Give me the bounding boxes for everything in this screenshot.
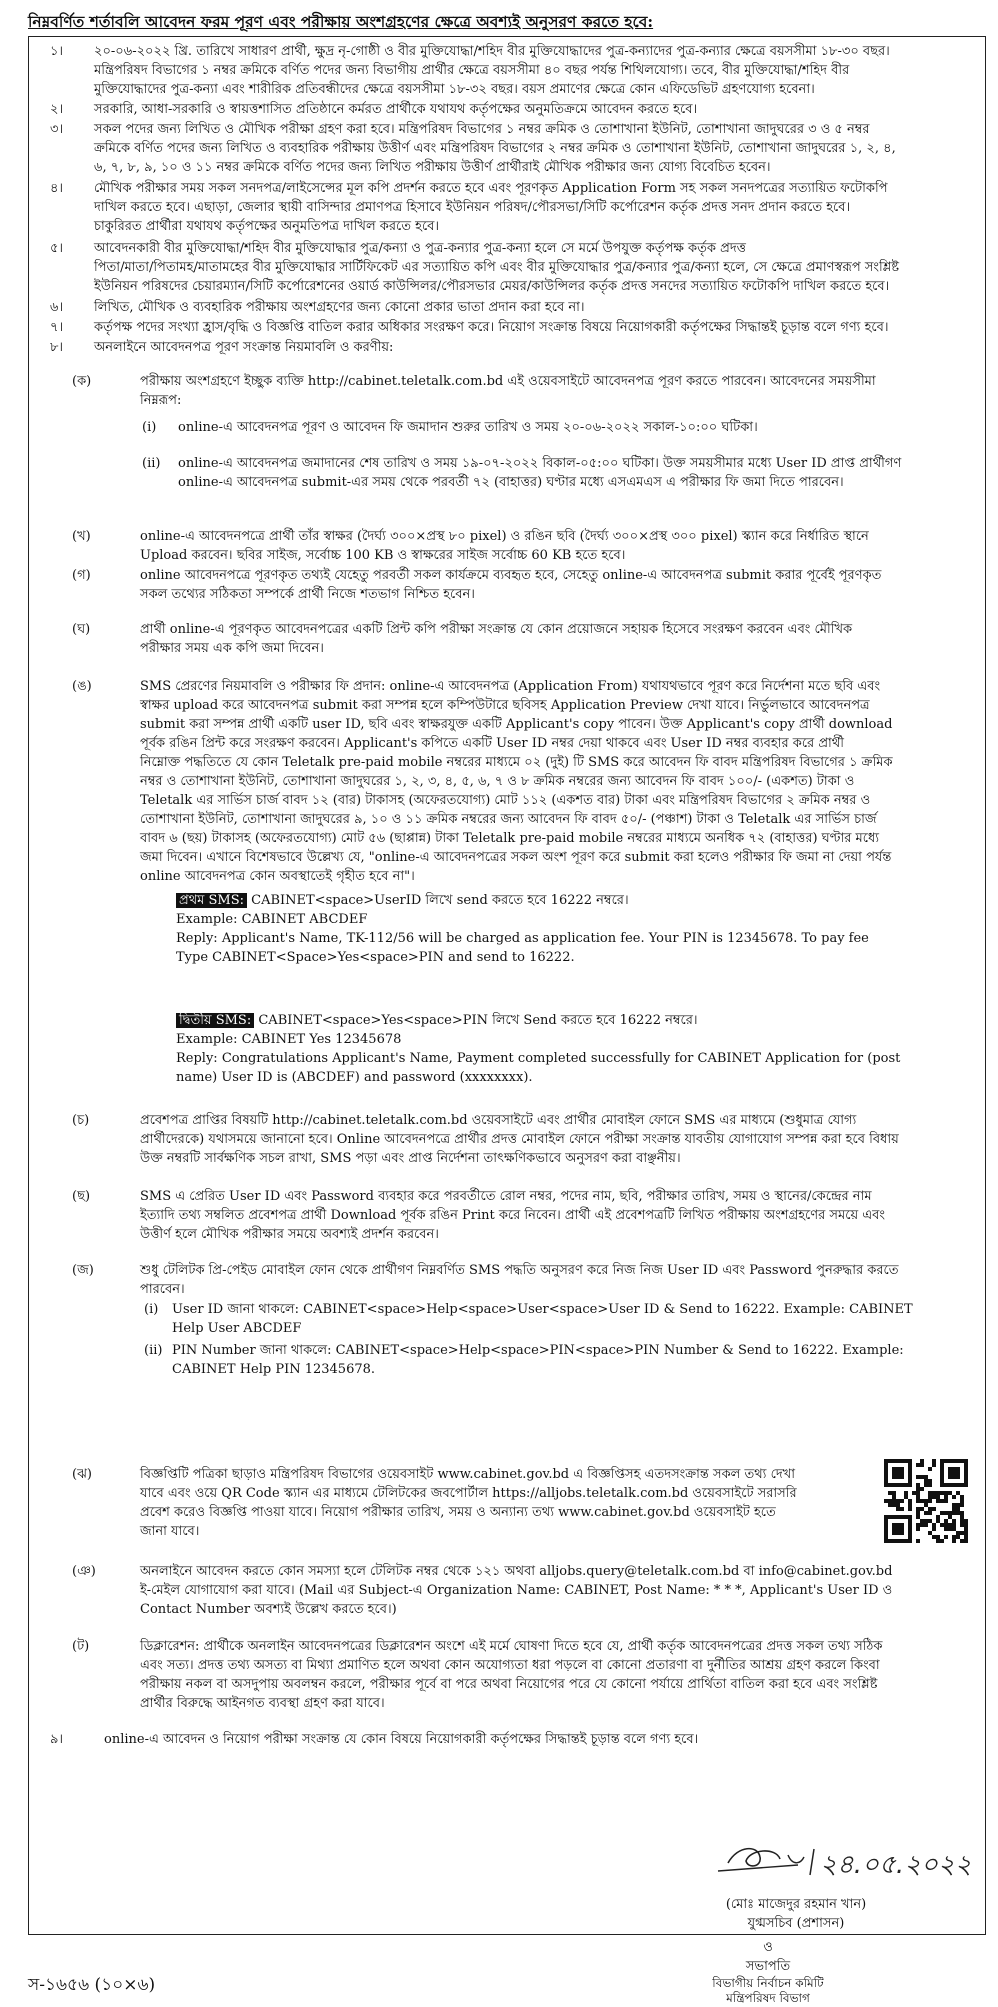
signatory-role: সভাপতি xyxy=(745,1959,791,1974)
item-3-number: ৩। xyxy=(50,122,64,137)
sub-gha-number: (ঘ) xyxy=(72,622,91,637)
sub-uma-text: SMS প্রেরণের নিয়মাবলি ও পরীক্ষার ফি প্রদান: online-এ আবেদনপত্র (Application From) যথাযথভাবে পূরণ করে নির্দেশনা মতে ছবি এবং স্বাক্ষর upload করে আবেদনপত্র submit করা সম্পন্ন হলে কম্পিউটারে ছবিসহ Application Preview দেখা যাবে। নির্ভুলভাবে আবেদনপত্র submit করা সম্পন্ন প্রার্থী একটি user ID, ছবি এবং স্বাক্ষরযুক্ত একটি Applicant's copy পাবেন। উক্ত Applicant's copy প্রার্থী download পূর্বক রঙিন প্রিন্ট করে সংরক্ষণ করবেন। Applicant's কপিতে একটি User ID নম্বর দেয়া থাকবে এবং User ID নম্বর ব্যবহার করে প্রার্থী নিম্নোক্ত পদ্ধতিতে যে কোন Teletalk pre-paid mobile নম্বরের মাধ্যমে ০২ (দুই) টি SMS করে আবেদন ফি বাবদ মন্ত্রিপরিষদ বিভাগের ১ ক্রমিক নম্বর ও তোশাখানা ইউনিট, তোশাখানা জাদুঘরের ১, ২, ৩, ৪, ৫, ৬, ৭ ও ৮ ক্রমিক নম্বরের জন্য আবেদন ফি বাবদ ১০০/- (একশত) টাকা ও Teletalk এর সার্ভিস চার্জ বাবদ ১২ (বার) টাকাসহ (অফেরতযোগ্য) মোট ১১২ (একশত বার) টাকা এবং মন্ত্রিপরিষদ বিভাগের ২ ক্রমিক নম্বর ও তোশাখানা ইউনিট, তোশাখানা জাদুঘরের ৯, ১০ ও ১১ ক্রমিক নম্বরের জন্য আবেদন ফি বাবদ ৫০/- (পঞ্চাশ) টাকা ও Teletalk এর সার্ভিস চার্জ বাবদ ৬ (ছয়) টাকাসহ (অফেরতযোগ্য) মোট ৫৬ (ছাপ্পান্ন) টাকা Teletalk pre-paid mobile নম্বরের মাধ্যমে অনধিক ৭২ (বাহাত্তর) ঘণ্টার মধ্যে জমা দিবেন। এখানে বিশেষভাবে উল্লেখ্য যে, "online-এ আবেদনপত্রের সকল অংশ পূরণ করে submit করা হলেও পরীক্ষার ফি জমা না দেয়া পর্যন্ত online আবেদনপত্র কোন অবস্থাতেই গৃহীত হবে না"। xyxy=(140,679,893,884)
item-6-number: ৬। xyxy=(50,300,64,315)
sub-jha-number: (ঝ) xyxy=(72,1467,92,1482)
item-4-number: ৪। xyxy=(50,181,64,196)
sub-ta-text: ডিক্লারেশন: প্রার্থীকে অনলাইন আবেদনপত্রের ডিক্লারেশন অংশে এই মর্মে ঘোষণা দিতে হবে যে, প্রার্থী কর্তৃক আবেদনপত্রের প্রদত্ত সকল তথ্য সঠিক এবং সত্য। প্রদত্ত তথ্য অসত্য বা মিথ্যা প্রমাণিত হলে অথবা কোন অযোগ্যতা ধরা পড়লে বা কোনো প্রতারণা বা দুর্নীতির আশ্রয় গ্রহণ করলে কিংবা পরীক্ষায় নকল বা অসদুপায় অবলম্বন করলে, পরীক্ষার পূর্বে বা পরে অথবা নিয়োগের পরে যে কোনো পর্যায়ে প্রার্থিতা বাতিল করা হবে এবং সংশ্লিষ্ট প্রার্থীর বিরুদ্ধে আইনগত ব্যবস্থা গ্রহণ করা যাবে। xyxy=(140,1639,883,1711)
sub-kha-number: (খ) xyxy=(72,529,91,544)
sub-ga-number: (গ) xyxy=(72,568,91,583)
sms-first-block: প্রথম SMS: CABINET<space>UserID লিখে send করতে হবে 16222 নম্বরে। Example: CABINET ABCDEF Reply: Applicant's Name, TK-112/56 will be charged as application fee. Your PIN is 12345678. To pay fee Type CABINET<Space>Yes<space>PIN and send to 16222. xyxy=(176,893,869,965)
sub-ja-i-text: User ID জানা থাকলে: CABINET<space>Help<space>User<space>User ID & Send to 16222. Example: CABINET Help User ABCDEF xyxy=(172,1302,913,1336)
handwritten-signature xyxy=(688,1835,988,1885)
sub-ka-i-text: online-এ আবেদনপত্র পূরণ ও আবেদন ফি জমাদান শুরুর তারিখ ও সময় ২০-০৬-২০২২ সকাল-১০:০০ ঘটিকা। xyxy=(178,420,758,435)
item-8-number: ৮। xyxy=(50,340,64,355)
item-7-text: কর্তৃপক্ষ পদের সংখ্যা হ্রাস/বৃদ্ধি ও বিজ্ঞপ্তি বাতিল করার অধিকার সংরক্ষণ করে। নিয়োগ সংক্রান্ত বিষয়ে নিয়োগকারী কর্তৃপক্ষের সিদ্ধান্তই চূড়ান্ত বলে গণ্য হবে। xyxy=(94,320,889,335)
item-1-text: ২০-০৬-২০২২ খ্রি. তারিখে সাধারণ প্রার্থী, ক্ষুদ্র নৃ-গোষ্ঠী ও বীর মুক্তিযোদ্ধা/শহিদ বীর মুক্তিযোদ্ধাদের পুত্র-কন্যাদের পুত্র-কন্যার ক্ষেত্রে বয়সসীমা ১৮-৩০ বছর। মন্ত্রিপরিষদ বিভাগের ১ নম্বর ক্রমিকে বর্ণিত পদের জন্য বিভাগীয় প্রার্থীর ক্ষেত্রে বয়সসীমা ৪০ বছর পর্যন্ত শিথিলযোগ্য। তবে, বীর মুক্তিযোদ্ধা/শহিদ বীর মুক্তিযোদ্ধাদের পুত্র-কন্যা এবং শারীরিক প্রতিবন্ধীদের ক্ষেত্রে বয়সসীমা ১৮-৩২ বছর। বয়স প্রমাণের ক্ষেত্রে কোন এফিডেভিট গ্রহণযোগ্য হবেনা। xyxy=(94,44,890,97)
item-8-text: অনলাইনে আবেদনপত্র পূরণ সংক্রান্ত নিয়মাবলি ও করণীয়: xyxy=(94,340,394,355)
item-2-text: সরকারি, আধা-সরকারি ও স্বায়ত্তশাসিত প্রতিষ্ঠানে কর্মরত প্রার্থীকে যথাযথ কর্তৃপক্ষের অনুমতিক্রমে আবেদন করতে হবে। xyxy=(94,102,698,117)
sub-ka-ii-number: (ii) xyxy=(142,456,161,471)
signature-date: ২৪.০৫.২০২২ xyxy=(820,1850,972,1880)
item-5-text: আবেদনকারী বীর মুক্তিযোদ্ধা/শহিদ বীর মুক্তিযোদ্ধার পুত্র/কন্যা ও পুত্র-কন্যার পুত্র-কন্যা হলে সে মর্মে উপযুক্ত কর্তৃপক্ষ কর্তৃক প্রদত্ত পিতা/মাতা/পিতামহ/মাতামহের বীর মুক্তিযোদ্ধার সার্টিফিকেট এর সত্যায়িত কপি এবং বীর মুক্তিযোদ্ধার পুত্র/কন্যার পুত্র/কন্যা হলে, সে ক্ষেত্রে প্রমাণস্বরূপ সংশ্লিষ্ট ইউনিয়ন পরিষদের চেয়ারম্যান/সিটি কর্পোরেশনের ওয়ার্ড কাউন্সিলর/পৌরসভার মেয়র/কাউন্সিলর কর্তৃক প্রদত্ত সনদের সত্যায়িত ফটোকপি দাখিল করতে হবে। xyxy=(94,241,900,294)
notice-title: নিম্নবর্ণিত শর্তাবলি আবেদন ফরম পূরণ এবং পরীক্ষায় অংশগ্রহণের ক্ষেত্রে অবশ্যই অনুসরণ করতে হবে: xyxy=(28,12,654,31)
item-4-text: মৌখিক পরীক্ষার সময় সকল সনদপত্র/লাইসেন্সের মূল কপি প্রদর্শন করতে হবে এবং পূরণকৃত Application Form সহ সকল সনদপত্রের সত্যায়িত ফটোকপি দাখিল করতে হবে। এছাড়া, জেলার স্থায়ী বাসিন্দার প্রমাণপত্র হিসাবে ইউনিয়ন পরিষদ/পৌরসভা/সিটি কর্পোরেশন কর্তৃক প্রদত্ত সনদ প্রদান করতে হবে। চাকুরিরত প্রার্থীরা যথাযথ কর্তৃপক্ষের অনুমতিপত্র দাখিল করতে হবে। xyxy=(94,181,888,234)
sub-ka-i-number: (i) xyxy=(142,420,157,435)
qr-code-image xyxy=(884,1459,968,1543)
item-9-number: ৯। xyxy=(50,1732,64,1747)
sub-ka-ii-text: online-এ আবেদনপত্র জমাদানের শেষ তারিখ ও সময় ১৯-০৭-২০২২ বিকাল-০৫:০০ ঘটিকা। উক্ত সময়সীমার মধ্যে User ID প্রাপ্ত প্রার্থীগণ online-এ আবেদনপত্র submit-এর সময় থেকে পরবর্তী ৭২ (বাহাত্তর) ঘণ্টার মধ্যে এসএমএস এ পরীক্ষার ফি জমা দিতে পারবেন। xyxy=(178,456,902,490)
item-1-number: ১। xyxy=(50,44,64,59)
sub-gha-text: প্রার্থী online-এ পূরণকৃত আবেদনপত্রের একটি প্রিন্ট কপি পরীক্ষা সংক্রান্ত যে কোন প্রয়োজনে সহায়ক হিসেবে সংরক্ষণ করবেন এবং মৌখিক পরীক্ষার সময় এক কপি জমা দিবেন। xyxy=(140,622,853,656)
sub-cha-text: প্রবেশপত্র প্রাপ্তির বিষয়টি http://cabinet.teletalk.com.bd ওয়েবসাইটে এবং প্রার্থীর মোবাইল ফোনে SMS এর মাধ্যমে (শুধুমাত্র যোগ্য প্রার্থীদেরকে) যথাসময়ে জানানো হবে। Online আবেদনপত্রে প্রার্থীর প্রদত্ত মোবাইল ফোনে পরীক্ষা সংক্রান্ত যাবতীয় যোগাযোগ সম্পন্ন করা হবে বিধায় উক্ত নম্বরটি সার্বক্ষণিক সচল রাখা, SMS পড়া এবং প্রাপ্ত নির্দেশনা তাৎক্ষণিকভাবে অনুসরণ করা বাঞ্ছনীয়। xyxy=(140,1113,899,1166)
sub-cha-number: (চ) xyxy=(72,1113,90,1128)
sub-nya-number: (ঞ) xyxy=(72,1564,96,1579)
sub-ja-i-number: (i) xyxy=(144,1302,159,1317)
sub-ta-number: (ট) xyxy=(72,1639,90,1654)
sub-chha-text: SMS এ প্রেরিত User ID এবং Password ব্যবহার করে পরবর্তীতে রোল নম্বর, পদের নাম, ছবি, পরীক্ষার তারিখ, সময় ও স্থানের/কেন্দ্রের নাম ইত্যাদি তথ্য সম্বলিত প্রবেশপত্র প্রার্থী Download পূর্বক রঙিন Print করে নিবেন। প্রার্থী এই প্রবেশপত্রটি লিখিত পরীক্ষায় অংশগ্রহণের সময়ে এবং উত্তীর্ণ হলে মৌখিক পরীক্ষার সময়ে অবশ্যই প্রদর্শন করবেন। xyxy=(140,1189,885,1242)
sms-second-block: দ্বিতীয় SMS: CABINET<space>Yes<space>PIN লিখে Send করতে হবে 16222 নম্বরে। Example: CABINET Yes 12345678 Reply: Congratulations Applicant's Name, Payment completed successfully for CABINET Application for (post name) User ID is (ABCDEF) and password (xxxxxxxx). xyxy=(176,1013,901,1085)
sub-ga-text: online আবেদনপত্রে পূরণকৃত তথ্যই যেহেতু পরবর্তী সকল কার্যক্রমে ব্যবহৃত হবে, সেহেতু online-এ আবেদনপত্র submit করার পূর্বেই পূরণকৃত সকল তথ্যের সঠিকতা সম্পর্কে প্রার্থী নিজে শতভাগ নিশ্চিত হবেন। xyxy=(140,568,882,602)
notice-page xyxy=(28,10,986,2000)
sub-kha-text: online-এ আবেদনপত্রে প্রার্থী তাঁর স্বাক্ষর (দৈর্ঘ্য ৩০০×প্রস্থ ৮০ pixel) ও রঙিন ছবি (দৈর্ঘ্য ৩০০×প্রস্থ ৩০০ pixel) স্ক্যান করে নির্ধারিত স্থানে Upload করবেন। ছবির সাইজ, সর্বোচ্চ 100 KB ও স্বাক্ষরের সাইজ সর্বোচ্চ 60 KB হতে হবে। xyxy=(140,529,869,563)
signatory-committee: বিভাগীয় নির্বাচন কমিটি মন্ত্রিপরিষদ বিভাগ xyxy=(712,1976,824,2005)
sub-chha-number: (ছ) xyxy=(72,1189,91,1204)
signatory-name: (মোঃ মাজেদুর রহমান খান) xyxy=(725,1897,867,1912)
sub-ja-number: (জ) xyxy=(72,1263,94,1278)
sub-ka-number: (ক) xyxy=(72,374,92,389)
sub-uma-number: (ঙ) xyxy=(72,679,92,694)
qr-code xyxy=(884,1459,968,1543)
item-3-text: সকল পদের জন্য লিখিত ও মৌখিক পরীক্ষা গ্রহণ করা হবে। মন্ত্রিপরিষদ বিভাগের ১ নম্বর ক্রমিক ও তোশাখানা ইউনিট, তোশাখানা জাদুঘরের ৩ ও ৫ নম্বর ক্রমিকে বর্ণিত পদের জন্য লিখিত ও ব্যবহারিক পরীক্ষায় উত্তীর্ণ এবং মন্ত্রিপরিষদ বিভাগের ২ নম্বর ক্রমিক ও তোশাখানা ইউনিট, তোশাখানা জাদুঘরের ১, ২, ৪, ৬, ৭, ৮, ৯, ১০ ও ১১ নম্বর ক্রমিকে বর্ণিত পদের জন্য লিখিত পরীক্ষায় উত্তীর্ণ প্রার্থীরাই মৌখিক পরীক্ষার জন্য যোগ্য বিবেচিত হবেন। xyxy=(94,122,896,175)
sub-ja-ii-number: (ii) xyxy=(144,1343,163,1358)
memo-number: স-১৬৫৬ (১০×৬) xyxy=(28,1975,156,1995)
sub-ja-text: শুধু টেলিটক প্রি-পেইড মোবাইল ফোন থেকে প্রার্থীগণ নিম্নবর্ণিত SMS পদ্ধতি অনুসরণ করে নিজ নিজ User ID এবং Password পুনরুদ্ধার করতে পারবেন। xyxy=(140,1263,899,1297)
sub-ka-text: পরীক্ষায় অংশগ্রহণে ইচ্ছুক ব্যক্তি http://cabinet.teletalk.com.bd এই ওয়েবসাইটে আবেদনপত্র পূরণ করতে পারবেন। আবেদনের সময়সীমা নিম্নরূপ: xyxy=(140,374,876,408)
item-7-number: ৭। xyxy=(50,320,64,335)
item-6-text: লিখিত, মৌখিক ও ব্যবহারিক পরীক্ষায় অংশগ্রহণের জন্য কোনো প্রকার ভাতা প্রদান করা হবে না। xyxy=(94,300,585,315)
sub-ja-ii-text: PIN Number জানা থাকলে: CABINET<space>Help<space>PIN<space>PIN Number & Send to 16222. Example: CABINET Help PIN 12345678. xyxy=(172,1343,904,1377)
signatory-designation: যুগ্মসচিব (প্রশাসন) xyxy=(747,1916,845,1931)
sub-jha-text: বিজ্ঞপ্তিটি পত্রিকা ছাড়াও মন্ত্রিপরিষদ বিভাগের ওয়েবসাইট www.cabinet.gov.bd এ বিজ্ঞপ্তিসহ এতদসংক্রান্ত সকল তথ্য দেখা যাবে এবং ওয়ে QR Code স্ক্যান এর মাধ্যমে টেলিটকের জবপোর্টাল https://alljobs.teletalk.com.bd ওয়েবসাইটে সরাসরি প্রবেশ করেও বিজ্ঞপ্তি পাওয়া যাবে। নিয়োগ পরীক্ষার তারিখ, সময় ও অন্যান্য তথ্য www.cabinet.gov.bd ওয়েবসাইট হতে জানা যাবে। xyxy=(140,1467,797,1539)
signatory-and: ও xyxy=(763,1940,773,1955)
sub-nya-text: অনলাইনে আবেদন করতে কোন সমস্যা হলে টেলিটক নম্বর থেকে ১২১ অথবা alljobs.query@teletalk.com.bd বা info@cabinet.gov.bd ই-মেইল যোগাযোগ করা যাবে। (Mail এর Subject-এ Organization Name: CABINET, Post Name: * * *, Applicant's User ID ও Contact Number অবশ্যই উল্লেখ করতে হবে।) xyxy=(140,1564,893,1617)
item-9-text: online-এ আবেদন ও নিয়োগ পরীক্ষা সংক্রান্ত যে কোন বিষয়ে নিয়োগকারী কর্তৃপক্ষের সিদ্ধান্তই চূড়ান্ত বলে গণ্য হবে। xyxy=(104,1732,699,1747)
sms-second-tag: দ্বিতীয় SMS: xyxy=(176,1013,254,1028)
sms-first-tag: প্রথম SMS: xyxy=(176,893,247,908)
item-2-number: ২। xyxy=(50,102,64,117)
item-5-number: ৫। xyxy=(50,241,64,256)
